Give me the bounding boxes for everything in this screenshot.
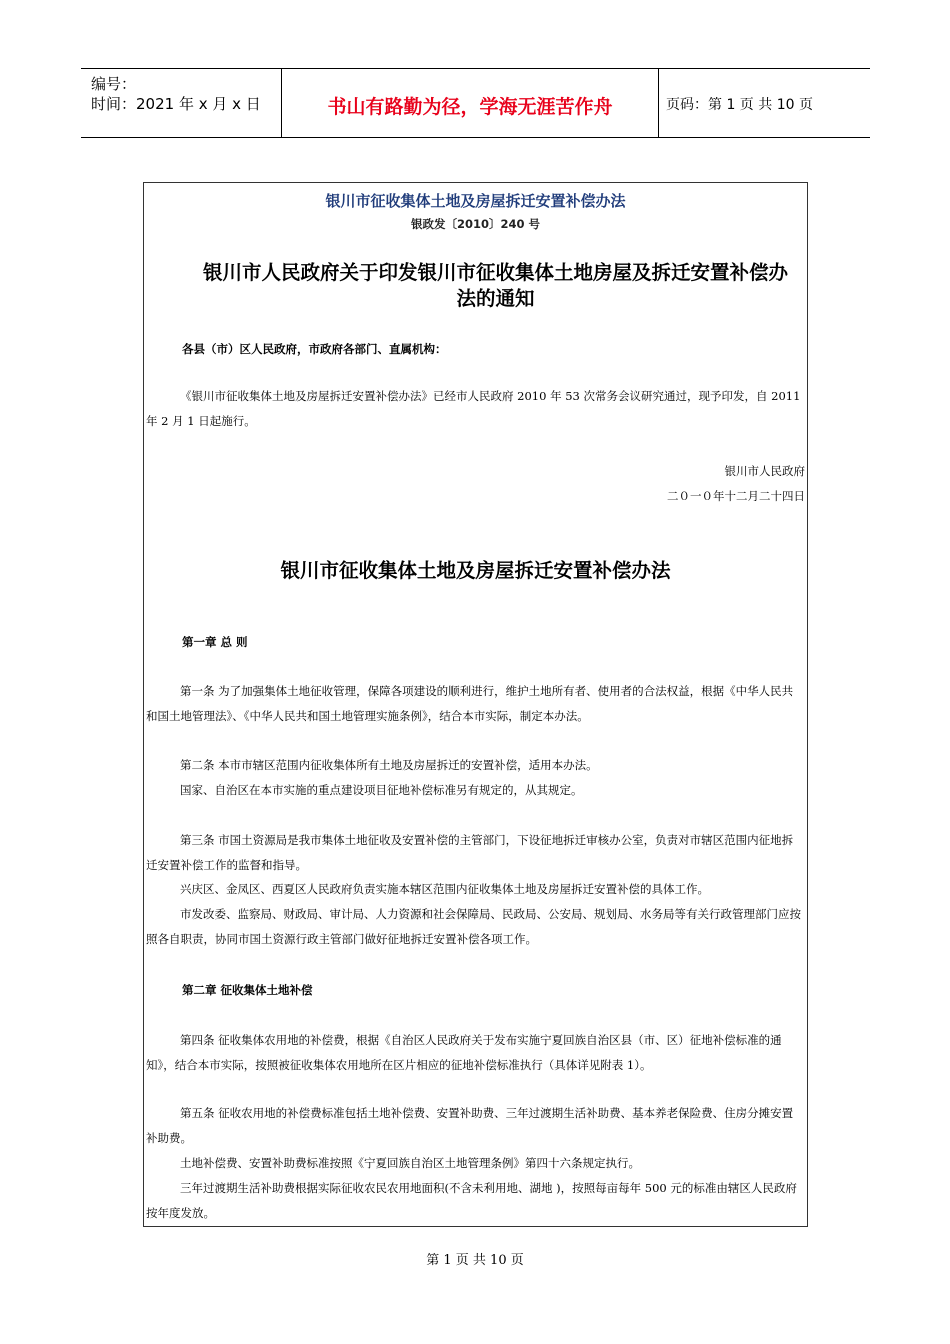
article-5: 第五条 征收农用地的补偿费标准包括土地补偿费、安置补助费、三年过渡期生活补助费、基本养老保险费、住房分摊安置补助费。: [146, 1106, 794, 1145]
intro-paragraph: 《银川市征收集体土地及房屋拆迁安置补偿办法》已经市人民政府 2010 年 53 次常务会议研究通过，现予印发，自 2011 年 2 月 1 日起施行。: [146, 389, 801, 428]
main-title: 银川市征收集体土地及房屋拆迁安置补偿办法: [280, 559, 671, 582]
page-label: 页码：第 1 页 共 10 页: [666, 97, 813, 113]
document-title: 银川市征收集体土地及房屋拆迁安置补偿办法: [325, 192, 626, 210]
notice-title: 银川市人民政府关于印发银川市征收集体土地房屋及拆迁安置补偿办法的通知: [202, 261, 788, 310]
header-info: [81, 69, 281, 137]
addressee: 各县（市）区人民政府，市政府各部门、直属机构：: [182, 342, 447, 356]
header-motto-cell: [281, 69, 659, 137]
number-label: 编号：: [91, 75, 137, 93]
article-2-clause: 国家、自治区在本市实施的重点建设项目征地补偿标准另有规定的，从其规定。: [180, 783, 583, 797]
article-2: 第二条 本市市辖区范围内征收集体所有土地及房屋拆迁的安置补偿，适用本办法。: [180, 758, 598, 772]
chapter-heading: 第一章 总 则: [182, 635, 248, 649]
article-4: 第四条 征收集体农用地的补偿费，根据《自治区人民政府关于发布实施宁夏回族自治区县（市、区）征地补偿标准的通知》，结合本市实际，按照被征收集体农用地所在区片相应的征地补偿标准执行（具体详见附表 1）。: [146, 1033, 782, 1072]
issue-date: 二０一０年十二月二十四日: [667, 489, 805, 503]
motto-text: 书山有路勤为径，学海无涯苦作舟: [327, 96, 613, 118]
article-3-clause: 兴庆区、金凤区、西夏区人民政府负责实施本辖区范围内征收集体土地及房屋拆迁安置补偿的具体工作。: [180, 882, 709, 896]
page-header: [81, 68, 870, 138]
date-label: 时间：2021 年 x 月 x 日: [91, 95, 261, 113]
issuer: 银川市人民政府: [724, 464, 805, 478]
header-page-cell: [658, 69, 870, 137]
article-3-clause: 市发改委、监察局、财政局、审计局、人力资源和社会保障局、民政局、公安局、规划局、水务局等有关行政管理部门应按照各自职责，协同市国土资源行政主管部门做好征地拆迁安置补偿各项工作。: [146, 907, 801, 946]
article-3: 第三条 市国土资源局是我市集体土地征收及安置补偿的主管部门，下设征地拆迁审核办公室，负责对市辖区范围内征地拆迁安置补偿工作的监督和指导。: [146, 833, 794, 872]
page-footer: 第 1 页 共 10 页: [426, 1253, 524, 1268]
document-body: [143, 182, 808, 1227]
article-5-clause: 土地补偿费、安置补助费标准按照《宁夏回族自治区土地管理条例》第四十六条规定执行。: [180, 1156, 640, 1170]
article-1: 第一条 为了加强集体土地征收管理，保障各项建设的顺利进行，维护土地所有者、使用者的合法权益，根据《中华人民共和国土地管理法》、《中华人民共和国土地管理实施条例》，结合本市实际，制定本办法。: [146, 684, 794, 723]
document-number: 银政发〔2010〕240 号: [410, 217, 540, 231]
article-5-clause: 三年过渡期生活补助费根据实际征收农民农用地面积(不含未利用地、湖地 )，按照每亩每年 500 元的标准由辖区人民政府按年度发放。: [146, 1181, 797, 1220]
chapter-heading: 第二章 征收集体土地补偿: [182, 983, 313, 997]
